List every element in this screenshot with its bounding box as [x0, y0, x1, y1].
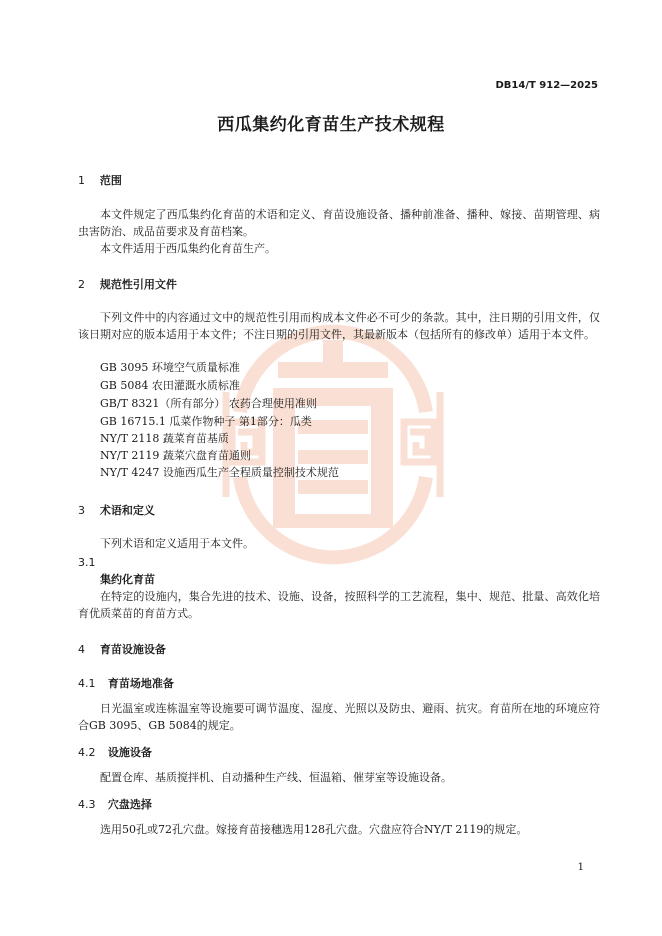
- subsection-title: 设施设备: [107, 746, 152, 759]
- paragraph: 选用50孔或72孔穴盘。嫁接育苗接穗选用128孔穴盘。穴盘应符合NY/T 2119的规定。: [100, 823, 528, 836]
- paragraph: 下列文件中的内容通过文中的规范性引用而构成本文件必不可少的条款。其中，注日期的引用文件，仅该日期对应的版本适用于本文件；不注日期的引用文件，其最新版本（包括所有的修改单）适用于本文件。: [78, 311, 600, 341]
- section-heading-normative-references: [78, 276, 177, 292]
- paragraph: 下列术语和定义适用于本文件。: [100, 537, 254, 550]
- section-number: 3: [78, 504, 85, 517]
- paragraph: 配置仓库、基质搅拌机、自动播种生产线、恒温箱、催芽室等设施设备。: [100, 771, 452, 784]
- subsection-heading: [78, 744, 152, 760]
- document-title: 西瓜集约化育苗生产技术规程: [217, 115, 445, 135]
- section-number: 4: [78, 643, 85, 656]
- term-number: 3.1: [78, 556, 96, 569]
- term-definition: 在特定的设施内，集合先进的技术、设施、设备，按照科学的工艺流程，集中、规范、批量、高效化培育优质菜苗的育苗方式。: [78, 590, 600, 620]
- section-title: 规范性引用文件: [99, 278, 177, 291]
- reference-item: GB/T 8321（所有部分） 农药合理使用准则: [100, 397, 317, 410]
- section-heading-scope: [78, 172, 122, 188]
- subsection-title: 穴盘选择: [107, 798, 152, 811]
- subsection-number: 4.1: [78, 677, 96, 690]
- document-code: DB14/T 912—2025: [495, 80, 598, 91]
- section-title: 范围: [99, 174, 122, 187]
- section-number: 2: [78, 278, 85, 291]
- subsection-heading: [78, 675, 174, 691]
- section-heading-facilities: [78, 641, 166, 657]
- section-title: 术语和定义: [99, 504, 155, 517]
- page-number: 1: [577, 862, 584, 873]
- subsection-number: 4.2: [78, 746, 96, 759]
- term-name: 集约化育苗: [100, 573, 155, 586]
- reference-item: NY/T 2118 蔬菜育苗基质: [100, 432, 229, 445]
- reference-item: NY/T 4247 设施西瓜生产全程质量控制技术规范: [100, 466, 339, 479]
- subsection-title: 育苗场地准备: [107, 677, 174, 690]
- reference-item: GB 3095 环境空气质量标准: [100, 361, 240, 374]
- section-title: 育苗设施设备: [99, 643, 166, 656]
- section-heading-terms: [78, 502, 155, 518]
- reference-item: GB 5084 农田灌溉水质标准: [100, 379, 240, 392]
- paragraph: 本文件规定了西瓜集约化育苗的术语和定义、育苗设施设备、播种前准备、播种、嫁接、苗期管理、病虫害防治、成品苗要求及育苗档案。: [78, 208, 600, 238]
- section-number: 1: [78, 174, 85, 187]
- paragraph: 日光温室或连栋温室等设施要可调节温度、湿度、光照以及防虫、避雨、抗灾。育苗所在地的环境应符合GB 3095、GB 5084的规定。: [78, 702, 600, 732]
- paragraph: 本文件适用于西瓜集约化育苗生产。: [100, 242, 276, 255]
- subsection-number: 4.3: [78, 798, 96, 811]
- subsection-heading: [78, 796, 152, 812]
- reference-item: GB 16715.1 瓜菜作物种子 第1部分：瓜类: [100, 415, 312, 428]
- reference-item: NY/T 2119 蔬菜穴盘育苗通则: [100, 449, 251, 462]
